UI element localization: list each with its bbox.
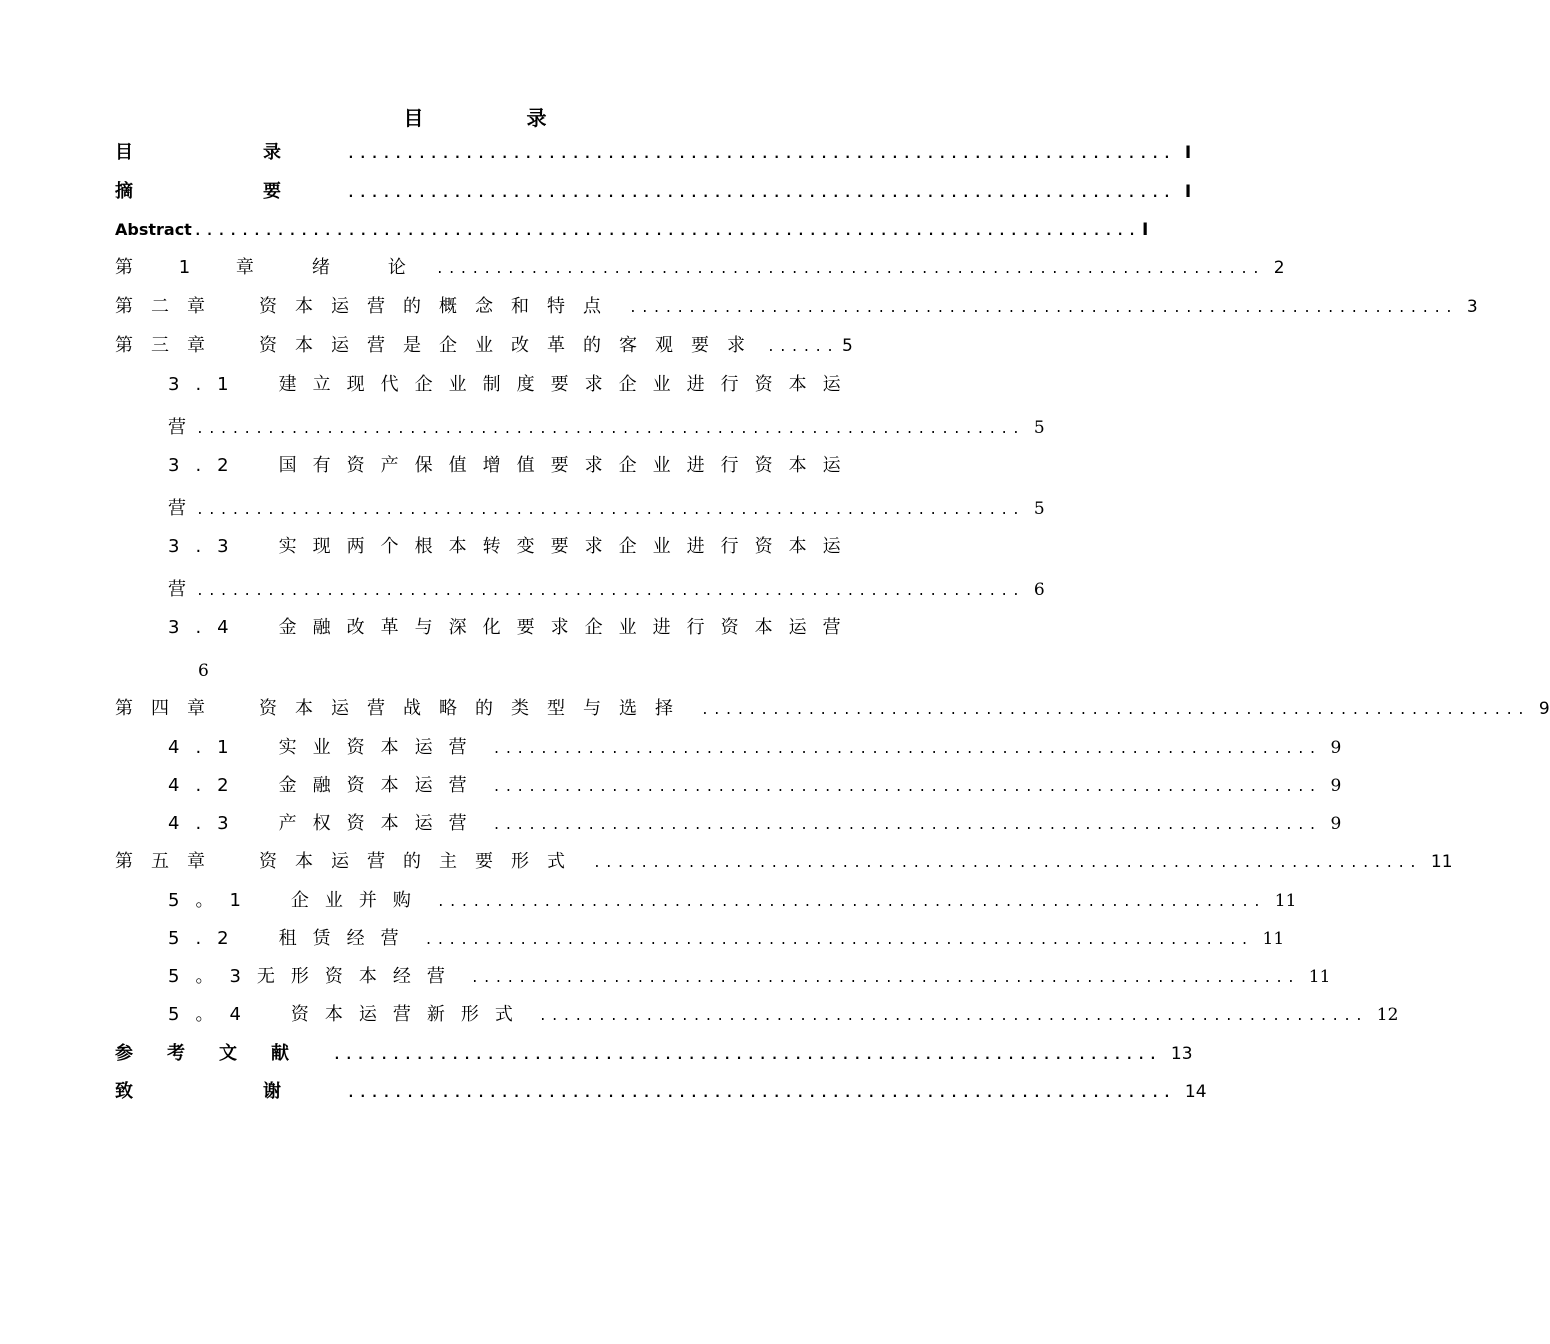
toc-entry-3-3-line1[interactable]: 3.3 实现两个根本转变要求企业进行资本运	[168, 536, 857, 557]
toc-entry-3-1-line2[interactable]	[168, 415, 1045, 441]
toc-page-number: 11	[1262, 929, 1285, 949]
toc-label: 参考文献	[115, 1043, 323, 1064]
dot-leader: ......................................................................	[492, 780, 1321, 795]
dot-leader: ......................................................................	[470, 971, 1299, 986]
toc-entry-4-1[interactable]	[168, 735, 1342, 761]
toc-page-number: 12	[1376, 1005, 1399, 1025]
toc-entry-4-3[interactable]	[168, 811, 1342, 837]
toc-entry-references[interactable]	[115, 1041, 1193, 1067]
toc-label: 第三章 资本运营是企业改革的客观要求	[115, 335, 763, 356]
toc-page-number: 11	[1308, 967, 1331, 987]
toc-page-number: 11	[1430, 852, 1453, 872]
dot-leader: ......................................................................	[436, 895, 1265, 910]
toc-label: 4.1 实业资本运营	[168, 737, 483, 758]
toc-entry-3-2-line1[interactable]: 3.2 国有资产保值增值要求企业进行资本运	[168, 455, 857, 476]
toc-entry-5-1[interactable]	[168, 888, 1297, 914]
toc-entry-chapter-4[interactable]	[115, 696, 1550, 722]
dot-leader: ......................................................................	[435, 262, 1264, 277]
toc-label: 4.3 产权资本运营	[168, 813, 483, 834]
toc-entry-5-2[interactable]	[168, 926, 1285, 952]
dot-leader: ......................................................................	[196, 503, 1024, 518]
toc-entry-abstract-en[interactable]	[115, 217, 1149, 243]
toc-page-number: 6	[198, 661, 209, 681]
toc-entry-abstract-cn[interactable]	[115, 179, 1192, 205]
toc-page-number: 5	[1033, 499, 1045, 519]
toc-entry-acknowledgements[interactable]	[115, 1079, 1207, 1105]
toc-page-number: 3	[1466, 297, 1478, 317]
dot-leader: ......................................................................	[347, 1086, 1175, 1101]
toc-label: 5。1 企业并购	[168, 890, 427, 911]
toc-page-number: 9	[1330, 776, 1342, 796]
toc-label: 5。4 资本运营新形式	[168, 1004, 529, 1025]
toc-page-number: 13	[1170, 1044, 1193, 1064]
toc-entry-chapter-1[interactable]	[115, 255, 1285, 281]
toc-label: 第四章 资本运营战略的类型与选择	[115, 698, 691, 719]
dot-leader: ......................................................................	[196, 584, 1024, 599]
toc-label: 营	[168, 498, 186, 519]
dot-leader: ......................................................................	[701, 703, 1529, 718]
toc-entry-3-3-line2[interactable]	[168, 577, 1045, 603]
dot-leader: ......................................................................	[538, 1009, 1367, 1024]
toc-entry-chapter-3[interactable]	[115, 333, 853, 359]
toc-page-number: 6	[1033, 580, 1045, 600]
dot-leader: ......................................................................	[333, 1048, 1161, 1063]
toc-label: 第五章 资本运营的主要形式	[115, 851, 583, 872]
toc-page-number: 2	[1273, 258, 1285, 278]
toc-page-number: 11	[1274, 891, 1297, 911]
toc-label: 致 谢	[115, 1081, 337, 1102]
toc-entry-chapter-2[interactable]	[115, 294, 1478, 320]
dot-leader: ......................................................................	[347, 186, 1175, 201]
toc-page-number: I	[1184, 143, 1192, 163]
toc-entry-5-3[interactable]	[168, 964, 1331, 990]
toc-label: 营	[168, 417, 186, 438]
toc-entry-5-4[interactable]	[168, 1002, 1399, 1028]
toc-page-number: 5	[1033, 418, 1045, 438]
toc-page-number: 9	[1538, 699, 1550, 719]
toc-label: 第二章 资本运营的概念和特点	[115, 296, 619, 317]
dot-leader: ......................................................................	[629, 301, 1457, 316]
toc-entry-3-4-line1[interactable]: 3.4 金融改革与深化要求企业进行资本运营	[168, 617, 857, 638]
dot-leader: ................................................................................	[193, 224, 1140, 239]
toc-label: Abstract	[115, 220, 192, 239]
dot-leader: ......................................................................	[593, 856, 1421, 871]
toc-entry-3-1-line1[interactable]: 3.1 建立现代企业制度要求企业进行资本运	[168, 374, 857, 395]
toc-page-number: I	[1184, 182, 1192, 202]
dot-leader: ......................................................................	[347, 147, 1175, 162]
dot-leader: ......................................................................	[424, 933, 1253, 948]
toc-page-number: 5	[841, 336, 853, 356]
dot-leader: ......................................................................	[492, 818, 1321, 833]
toc-entry-4-2[interactable]	[168, 773, 1342, 799]
toc-page-number: 14	[1184, 1082, 1207, 1102]
toc-page-number: 9	[1330, 738, 1342, 758]
toc-label: 摘 要	[115, 181, 337, 202]
toc-page-number: I	[1141, 220, 1149, 240]
dot-leader: ......................................................................	[492, 742, 1321, 757]
page-title: 目 录	[403, 106, 595, 130]
toc-label: 4.2 金融资本运营	[168, 775, 483, 796]
dot-leader: ......	[767, 340, 838, 355]
toc-label: 营	[168, 579, 186, 600]
toc-label: 目 录	[115, 142, 337, 163]
toc-label: 5.2 租赁经营	[168, 928, 415, 949]
toc-label: 第 1 章 绪 论	[115, 257, 426, 278]
toc-entry-chapter-5[interactable]	[115, 849, 1453, 875]
toc-label: 5。3无形资本经营	[168, 966, 461, 987]
dot-leader: ......................................................................	[196, 422, 1024, 437]
toc-entry-mulu[interactable]	[115, 140, 1192, 166]
toc-entry-3-2-line2[interactable]	[168, 496, 1045, 522]
toc-page-number: 9	[1330, 814, 1342, 834]
